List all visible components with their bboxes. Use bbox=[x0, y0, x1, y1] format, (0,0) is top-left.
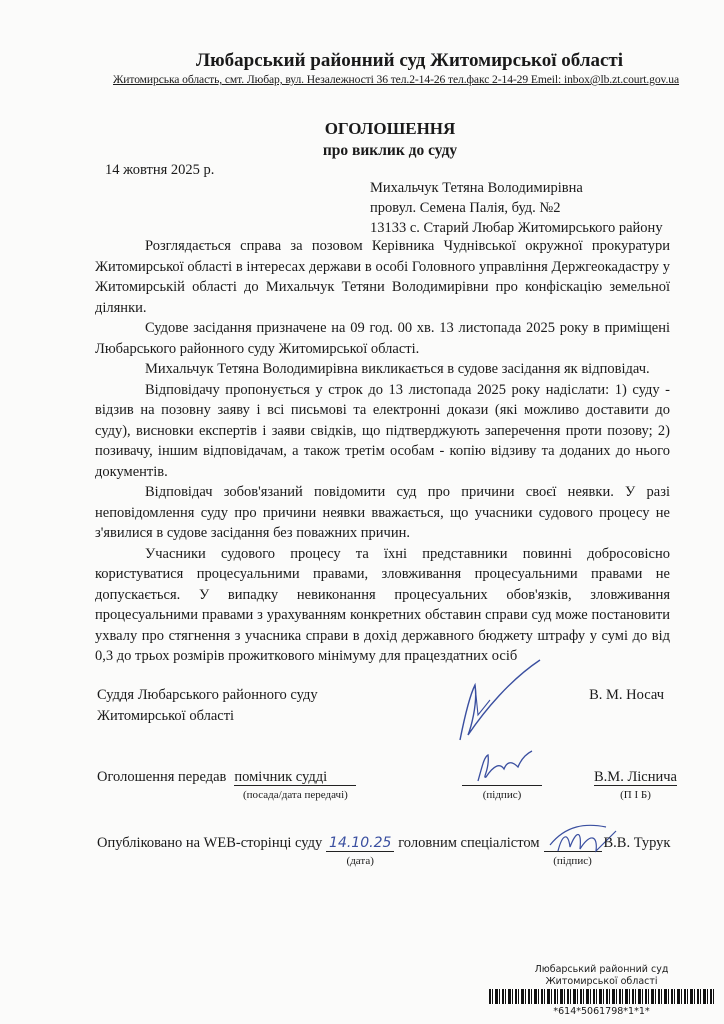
published-label: Опубліковано на WEB-сторінці суду bbox=[97, 835, 323, 851]
judge-position-region: Житомирської області bbox=[97, 707, 235, 724]
published-signature-line bbox=[544, 835, 602, 867]
transfer-signature bbox=[470, 749, 540, 785]
court-address: Житомирська область, смт. Любар, вул. Незалежності 36 тел.2-14-26 тел.факс 2-14-29 Emeil: inbox@lb.zt.court.gov.ua bbox=[113, 73, 680, 86]
paragraph: Судове засідання призначене на 09 год. 00 хв. 13 листопада 2025 року в приміщені Любарського районного суду Житомирської області. bbox=[95, 320, 670, 357]
transfer-signature-caption: (підпис) bbox=[482, 789, 522, 801]
paragraph: Відповідач зобов'язаний повідомити суд про причини своєї неявки. У разі неповідомлення суду про причини неявки вважається, що учасники судового процесу не з'явилися в судове засідання без поважних причин. bbox=[95, 484, 670, 541]
barcode bbox=[489, 989, 714, 1004]
document-title: ОГОЛОШЕННЯ bbox=[324, 119, 456, 138]
paragraph: Михальчук Тетяна Володимирівна викликається в судове засідання як відповідач. bbox=[145, 361, 650, 377]
transfer-name: В.М. Ліснича bbox=[594, 769, 677, 785]
judge-block bbox=[95, 685, 670, 727]
document-body bbox=[95, 236, 670, 727]
transfer-position-caption: (посада/дата передачі) bbox=[242, 789, 348, 801]
paragraph: Розглядається справа за позовом Керівника Чуднівської окружної прокуратури Житомирської області в інтересах держави в особі Головного управління Держгеокадастру у Житомирській області до Михальчук Тетяни Володимирівни про конфіскацію земельної ділянки. bbox=[95, 238, 670, 316]
court-name: Любарський районний суд Житомирської області bbox=[195, 50, 624, 71]
addressee-street: провул. Семена Палія, буд. №2 bbox=[370, 200, 561, 216]
stamp-line2: Житомирської області bbox=[545, 976, 658, 987]
judge-signature bbox=[440, 655, 550, 745]
barcode-text: *614*5061798*1*1* bbox=[553, 1006, 650, 1017]
transfer-label: Оголошення передав bbox=[97, 769, 227, 785]
published-date: 14.10.25 bbox=[326, 836, 394, 852]
document-subtitle: про виклик до суду bbox=[322, 142, 458, 159]
transfer-position: помічник судді bbox=[234, 770, 356, 786]
published-by: головним спеціалістом bbox=[398, 835, 540, 851]
paragraph: Відповідачу пропонується у строк до 13 листопада 2025 року надіслати: 1) суду - відзив на позовну заяву і всі письмові та електронні докази (які можливо доставити до суду), висновки експертів і заяви свідків, що підтверджують заперечення проти позову; 2) позивачу, іншим відповідачам, а також третім особам - копію відзиву та доданих до нього документів. bbox=[95, 381, 670, 480]
published-signature-caption: (підпис) bbox=[553, 855, 592, 867]
addressee-name: Михальчук Тетяна Володимирівна bbox=[370, 180, 583, 196]
published-date-caption: (дата) bbox=[346, 855, 374, 867]
transfer-signature-line bbox=[462, 769, 542, 801]
published-row bbox=[97, 835, 677, 867]
paragraph: Учасники судового процесу та їхні представники повинні добросовісно користуватися процесуальними правами, зловживання процесуальними правами не допускається. У випадку невиконання процесуальних обов'язків, зловживання процесуальними правами з урахуванням конкретних обставин справи суд може постановити ухвалу про стягнення з учасника справи в дохід державного бюджету штрафу у сумі до від 0,3 до трьох розмірів прожиткового мінімуму для працездатних осіб bbox=[95, 545, 670, 664]
judge-name: В. М. Носач bbox=[589, 686, 664, 703]
judge-position: Суддя Любарського районного суду bbox=[97, 686, 318, 703]
transfer-name-caption: (П І Б) bbox=[620, 789, 651, 801]
published-name: В.В. Турук bbox=[603, 835, 671, 851]
document-date: 14 жовтня 2025 р. bbox=[105, 162, 215, 178]
stamp-line1: Любарський районний суд bbox=[534, 964, 669, 975]
transfer-row bbox=[97, 769, 677, 801]
addressee-city: 13133 с. Старий Любар Житомирського району bbox=[370, 220, 663, 236]
